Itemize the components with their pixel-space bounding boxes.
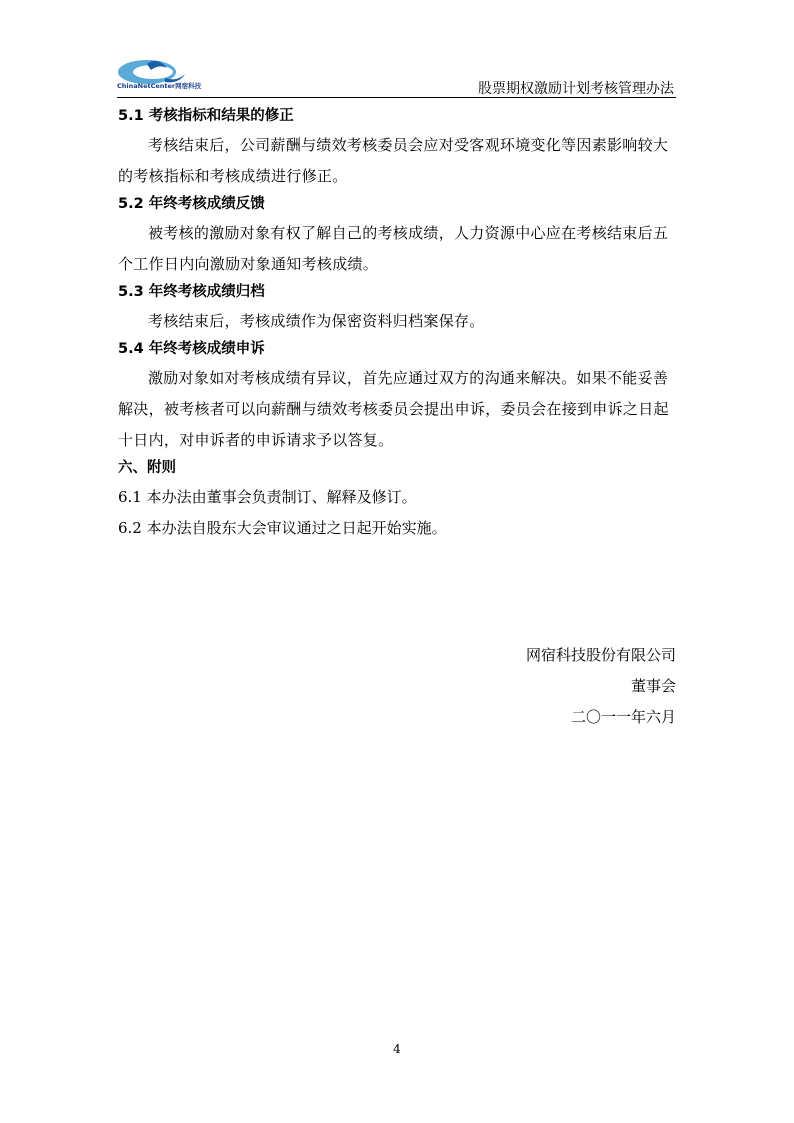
- section-heading-5-1: 5.1 考核指标和结果的修正: [118, 108, 294, 124]
- page-number: 4: [393, 1042, 401, 1056]
- document-title: 股票期权激励计划考核管理办法: [478, 81, 674, 97]
- appendix-item: 6.2 本办法自股东大会审议通过之日起开始实施。: [118, 519, 447, 537]
- document-body: [118, 102, 676, 544]
- section-heading-5-2: 5.2 年终考核成绩反馈: [118, 196, 265, 212]
- section-heading-5-4: 5.4 年终考核成绩申诉: [118, 341, 265, 357]
- logo-text: ChinaNetCenter网宿科技: [117, 82, 202, 90]
- section-text-5-2: 被考核的激励对象有权了解自己的考核成绩，人力资源中心应在考核结束后五个工作日内向激励对象通知考核成绩。: [118, 224, 669, 273]
- section-text-5-3: 考核结束后，考核成绩作为保密资料归档案保存。: [148, 312, 485, 330]
- signature-company: 网宿科技股份有限公司: [525, 646, 676, 664]
- section-text-5-1: 考核结束后，公司薪酬与绩效考核委员会应对受客观环境变化等因素影响较大的考核指标和考核成绩进行修正。: [118, 136, 669, 185]
- section-heading-5-3: 5.3 年终考核成绩归档: [118, 284, 265, 300]
- appendix-item: 6.1 本办法由董事会负责制订、解释及修订。: [118, 488, 417, 506]
- header-divider: [117, 97, 676, 98]
- appendix-heading: 六、附则: [118, 460, 176, 476]
- signature-board: 董事会: [630, 677, 676, 695]
- signature-date: 二〇一一年六月: [570, 708, 676, 726]
- signature-block: [526, 640, 676, 733]
- section-text-5-4: 激励对象如对考核成绩有异议，首先应通过双方的沟通来解决。如果不能妥善解决，被考核者可以向薪酬与绩效考核委员会提出申诉，委员会在接到申诉之日起十日内，对申诉者的申诉请求予以答复。: [118, 369, 669, 449]
- page-header: [117, 44, 676, 98]
